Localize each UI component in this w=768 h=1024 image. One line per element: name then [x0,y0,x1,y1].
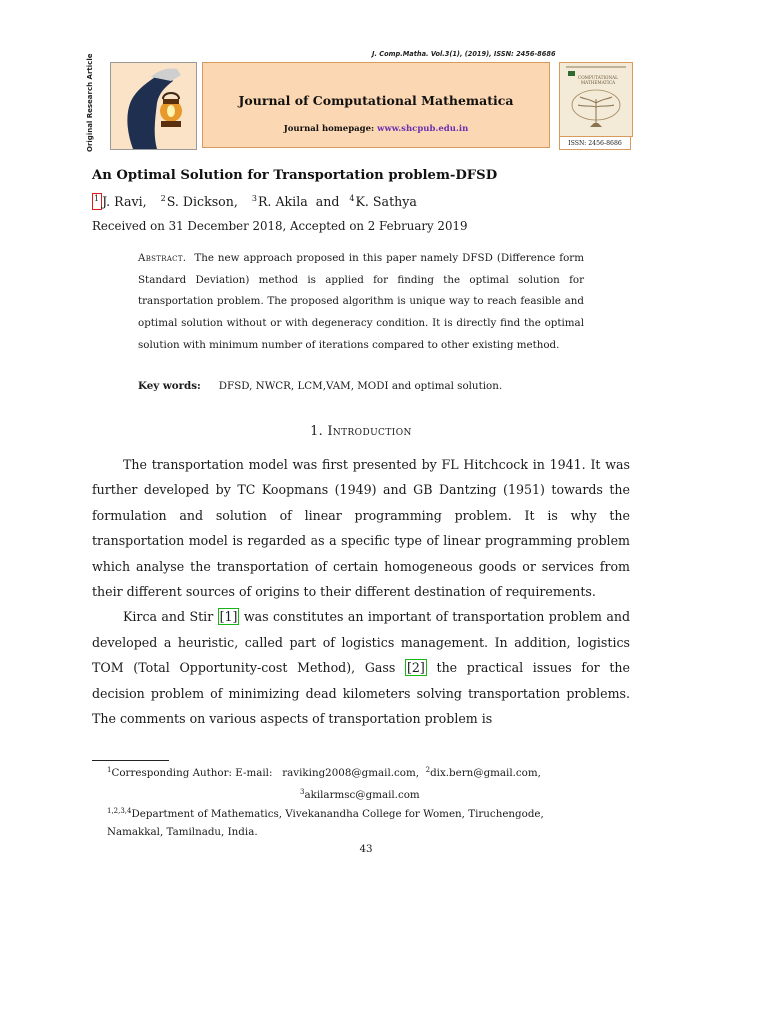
journal-cover-thumbnail [559,62,633,137]
lantern-hand-logo-icon [111,63,196,149]
citation-link-2[interactable]: [2] [407,660,425,676]
section-heading-introduction: 1. Introduction [310,423,412,438]
author-4: K. Sathya [355,194,417,209]
paragraph-2-text-c: the practical issues for the decision problem of minimizing dead kilometers solving transportation problems. The comments on various aspects of transportation problem is [92,660,630,727]
author-1-footnote-link[interactable] [92,193,102,210]
journal-banner [202,62,550,148]
keywords-text: DFSD, NWCR, LCM,VAM, MODI and optimal solution. [218,380,503,392]
introduction-body [92,452,630,731]
footnote-2-line1: Department of Mathematics, Vivekanandha College for Women, Tiruchengode, [131,808,544,820]
tree-cover-icon [560,63,632,136]
footnote-2-sup: 1,2,3,4 [107,807,132,815]
paragraph-1: The transportation model was first presented by FL Hitchcock in 1941. It was further developed by TC Koopmans (1949) and GB Dantzing (1951) towards the formulation and solution of linear programming problem. It is why the transportation model is regarded as a specific type of linear programming problem which analyse the transportation of certain homogeneous goods or services from their different sources of origins to their different destination of requirements. [92,457,630,600]
keywords [138,380,502,392]
cover-title-line1: COMPUTATIONAL [578,75,618,80]
author-1: J. Ravi, [102,194,147,209]
abstract [138,248,584,357]
page-number: 43 [359,843,373,855]
author-2: S. Dickson, [166,194,238,209]
journal-citation: J. Comp.Matha. Vol.3(1), (2019), ISSN: 2456-8686 [372,50,556,58]
footnote-1-sup: 1 [107,766,112,774]
author-2-sup: 2 [160,194,166,203]
footnote-email-2: dix.bern@gmail.com, [430,767,541,779]
article-type-label: Original Research Article [86,53,94,152]
footnote-1-label: Corresponding Author: E-mail: [111,767,273,779]
issn-badge: ISSN: 2456-8686 [559,136,631,150]
author-list [92,194,417,209]
citation-link-1[interactable]: [1] [219,609,238,625]
paragraph-2-text-a: Kirca and Stir [123,609,218,625]
footnote-email-3: akilarmsc@gmail.com [304,789,420,801]
footnote-1-sup2: 2 [425,766,431,774]
author-3: R. Akila [257,194,308,209]
footnote-2-line2: Namakkal, Tamilnadu, India. [107,826,258,838]
footnote-email-1: raviking2008@gmail.com, [282,767,420,779]
paragraph-2 [92,604,630,731]
author-3-sup: 3 [251,194,257,203]
journal-homepage [203,124,549,134]
homepage-label: Journal homepage: [283,124,378,134]
footnote-1-sup3: 3 [300,788,305,796]
keywords-label: Key words: [138,380,201,392]
author-1-sup: 1 [94,194,100,203]
journal-logo [110,62,197,150]
abstract-text: The new approach proposed in this paper namely DFSD (Difference form Standard Deviation) method is applied for finding the optimal solution for transportation problem. The proposed algorithm is unique way to reach feasible and optimal solution without or with degeneracy condition. It is directly find the optimal solution with minimum number of iterations compared to other existing method. [138,252,584,351]
journal-title: Journal of Computational Mathematica [238,93,514,108]
paragraph-2-text-b: was constitutes an important of transportation problem and developed a heuristic, called part of logistics management. In addition, logistics TOM (Total Opportunity-cost Method), Gass [92,609,630,676]
abstract-label: Abstract. [138,252,187,264]
received-dates: Received on 31 December 2018, Accepted on 2 February 2019 [92,219,468,233]
homepage-link[interactable]: www.shcpub.edu.in [377,124,469,134]
author-4-sup: 4 [349,194,355,203]
paper-title: An Optimal Solution for Transportation problem-DFSD [92,168,498,183]
author-conjunction: and [315,194,340,209]
cover-title-line2: MATHEMATICA [580,80,616,85]
footnote-1 [107,760,541,784]
